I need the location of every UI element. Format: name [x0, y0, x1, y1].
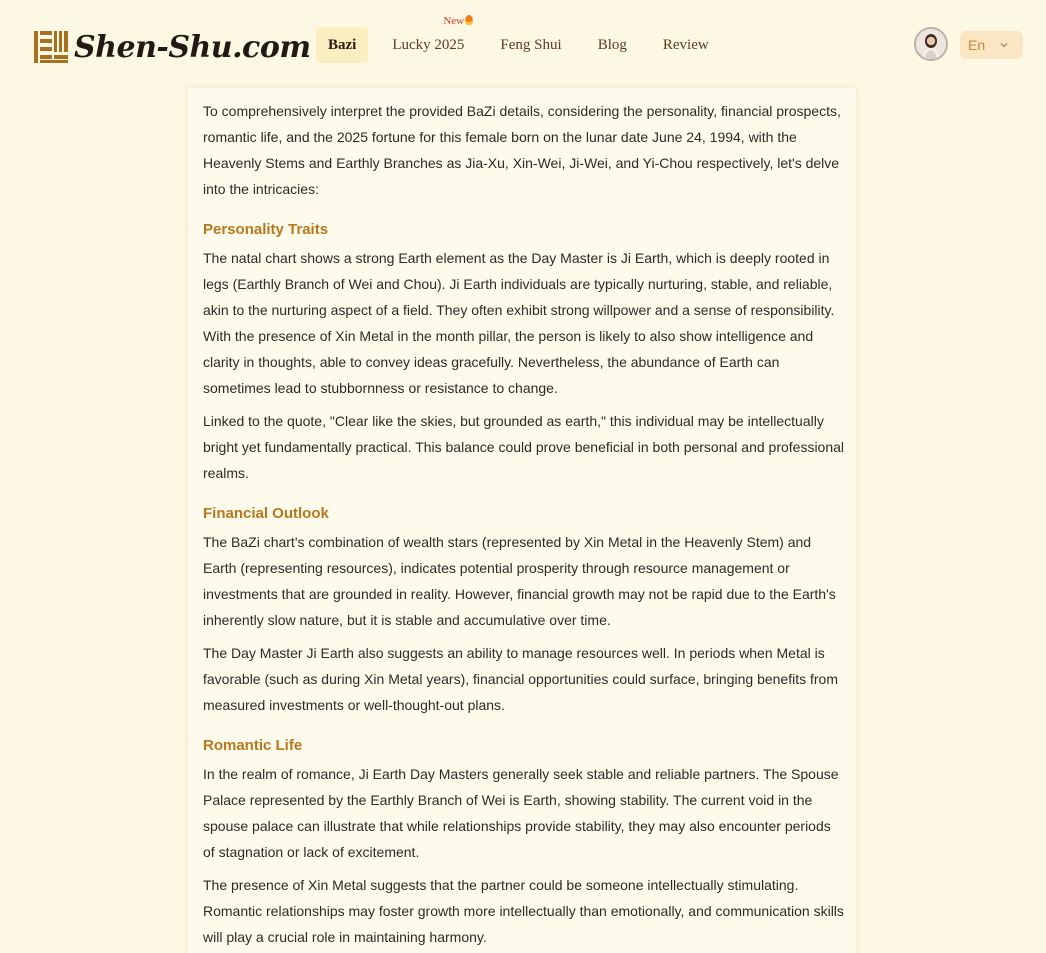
- flame-icon: [465, 15, 473, 25]
- nav-item-label: Review: [662, 37, 709, 53]
- romantic-paragraph-1: In the realm of romance, Ji Earth Day Masters generally seek stable and reliable partners. The Spouse Palace represented by the Earthly Branch of Wei is Earth, showing stability. The current void in the spouse palace can illustrate that while relationships provide stability, they may also encounter periods of stagnation or lack of excitement.: [203, 766, 839, 860]
- avatar[interactable]: [914, 27, 948, 61]
- personality-paragraph-2: Linked to the quote, "Clear like the skies, but grounded as earth," this individual may be intellectually bright yet fundamentally practical. This balance could prove beneficial in both personal and professional realms.: [203, 413, 845, 481]
- nav-item-label: Blog: [597, 37, 627, 53]
- site-header: [0, 0, 1046, 88]
- nav-item-lucky-2025[interactable]: [380, 15, 476, 63]
- personality-paragraph-1: The natal chart shows a strong Earth element as the Day Master is Ji Earth, which is deeply rooted in legs (Earthly Branch of Wei and Chou). Ji Earth individuals are typically nurturing, stable, and reliable, akin to the nurturing aspect of a field. They often exhibit strong willpower and a sense of responsibility. With the presence of Xin Metal in the month pillar, the person is likely to also show intelligence and clarity in thoughts, able to convey ideas gracefully. Nevertheless, the abundance of Earth can sometimes lead to stubbornness or resistance to change.: [203, 250, 835, 396]
- nav-item-label: Bazi: [328, 37, 357, 53]
- language-select[interactable]: [960, 31, 1023, 59]
- section-heading-romantic: Romantic Life: [203, 737, 303, 754]
- section-heading-financial: Financial Outlook: [203, 505, 329, 522]
- main-nav: [316, 15, 733, 63]
- financial-paragraph-1: The BaZi chart's combination of wealth stars (represented by Xin Metal in the Heavenly Stem) and Earth (representing resources), indicates potential prosperity through resource management or investments that are grounded in reality. However, financial growth may not be rapid due to the Earth's inherently slow nature, but it is stable and accumulative over time.: [203, 534, 836, 628]
- nav-item-label: Lucky 2025: [392, 37, 465, 53]
- new-badge-label: New: [443, 15, 465, 27]
- romantic-paragraph-2: The presence of Xin Metal suggests that the partner could be someone intellectually stimulating. Romantic relationships may foster growth more intellectually than emotionally, and communication skills will play a crucial role in maintaining harmony.: [203, 877, 844, 945]
- section-heading-personality: Personality Traits: [203, 221, 329, 238]
- nav-item-blog[interactable]: [586, 27, 639, 63]
- nav-item-feng-shui[interactable]: [488, 27, 573, 63]
- nav-item-bazi[interactable]: [316, 27, 368, 63]
- site-logo[interactable]: [34, 27, 311, 67]
- nav-item-review[interactable]: [651, 27, 721, 63]
- avatar-person-icon: [916, 29, 946, 59]
- intro-paragraph: To comprehensively interpret the provided BaZi details, considering the personality, financial prospects, romantic life, and the 2025 fortune for this female born on the lunar date June 24, 1994, with the Heavenly Stems and Earthly Branches as Jia-Xu, Xin-Wei, Ji-Wei, and Yi-Chou respectively, let's delve into the intricacies:: [203, 103, 841, 197]
- logo-mark-icon: [34, 30, 68, 64]
- new-badge: [443, 15, 473, 27]
- language-label: En: [968, 37, 986, 53]
- nav-item-label: Feng Shui: [500, 37, 562, 53]
- article-content: [203, 98, 845, 953]
- financial-paragraph-2: The Day Master Ji Earth also suggests an ability to manage resources well. In periods when Metal is favorable (such as during Xin Metal years), financial opportunities could surface, bringing benefits from measured investments or well-thought-out plans.: [203, 645, 838, 713]
- chevron-down-icon: [999, 40, 1009, 50]
- logo-text: Shen-Shu.com: [74, 29, 311, 65]
